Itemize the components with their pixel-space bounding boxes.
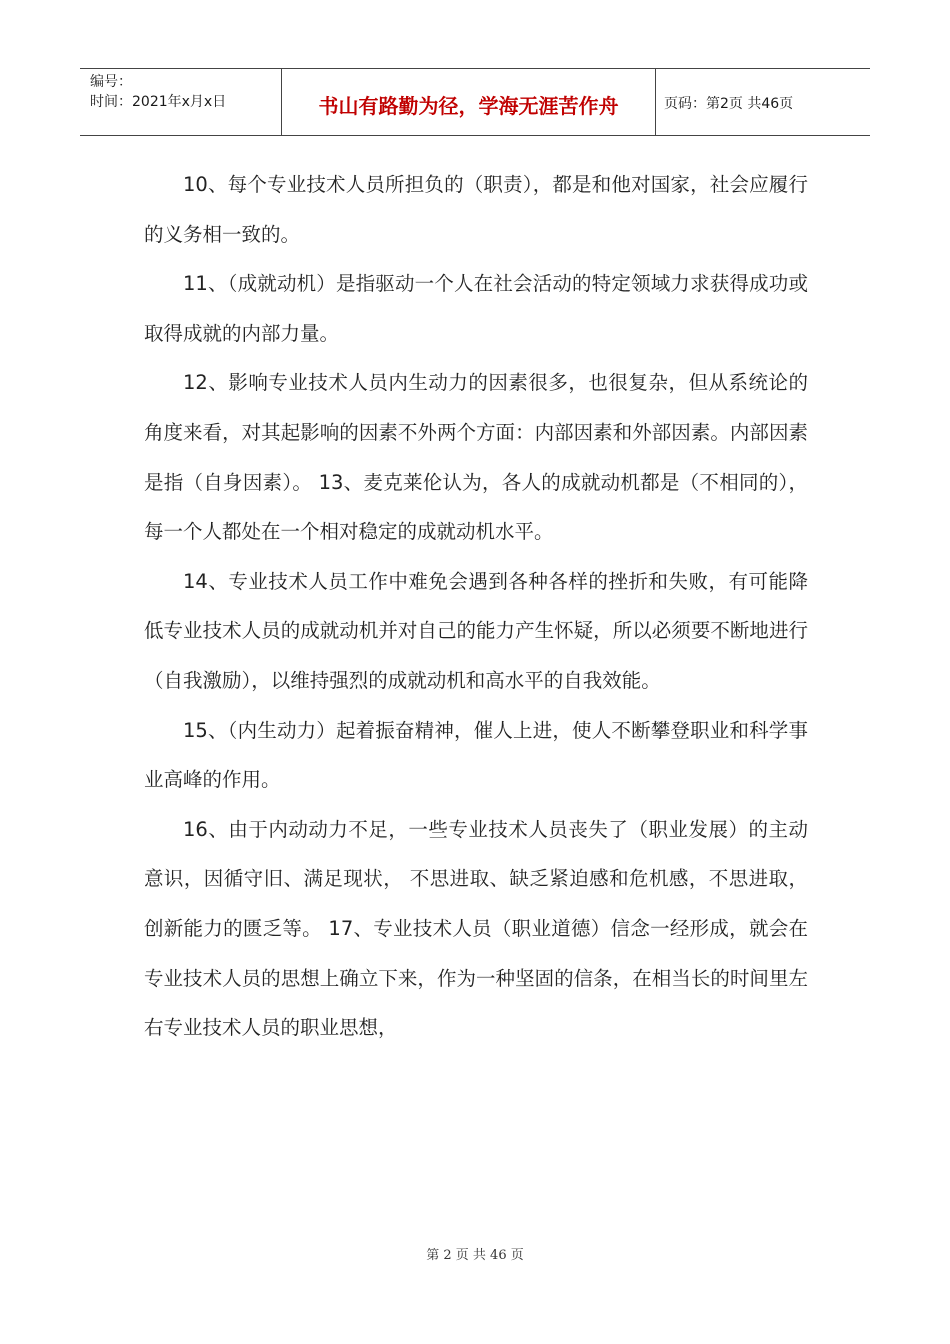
header-page-info: 页码：第2页 共46页: [664, 96, 794, 112]
paragraph-11: 11、（成就动机）是指驱动一个人在社会活动的特定领域力求获得成功或取得成就的内部力量。: [144, 272, 808, 345]
document-body: [144, 160, 808, 1053]
document-number-label: 编号：: [90, 74, 132, 90]
document-date: 时间：2021年x月x日: [90, 94, 227, 110]
paragraph-16: 16、由于内动动力不足，一些专业技术人员丧失了（职业发展）的主动意识，因循守旧、满足现状， 不思进取、缺乏紧迫感和危机感，不思进取，创新能力的匮乏等。 17、专业技术人员（职业道德）信念一经形成，就会在专业技术人员的思想上确立下来，作为一种坚固的信条，在相当长的时间里左右专业技术人员的职业思想，: [144, 817, 808, 1040]
paragraph-14: 14、专业技术人员工作中难免会遇到各种各样的挫折和失败，有可能降低专业技术人员的成就动机并对自己的能力产生怀疑，所以必须要不断地进行（自我激励），以维持强烈的成就动机和高水平的自我效能。: [144, 569, 808, 692]
page-header: [80, 68, 870, 136]
paragraph-12: 12、影响专业技术人员内生动力的因素很多，也很复杂，但从系统论的角度来看，对其起影响的因素不外两个方面：内部因素和外部因素。内部因素是指（自身因素）。 13、麦克莱伦认为，各人的成就动机都是（不相同的），每一个人都处在一个相对稳定的成就动机水平。: [144, 371, 808, 544]
header-meta: [80, 69, 282, 135]
page-footer: 第 2 页 共 46 页: [426, 1248, 524, 1263]
paragraph-15: 15、（内生动力）起着振奋精神，催人上进，使人不断攀登职业和科学事业高峰的作用。: [144, 718, 808, 792]
paragraph-10: 10、每个专业技术人员所担负的（职责），都是和他对国家，社会应履行的义务相一致的。: [144, 173, 808, 246]
header-motto: 书山有路勤为径，学海无涯苦作舟: [282, 69, 656, 135]
